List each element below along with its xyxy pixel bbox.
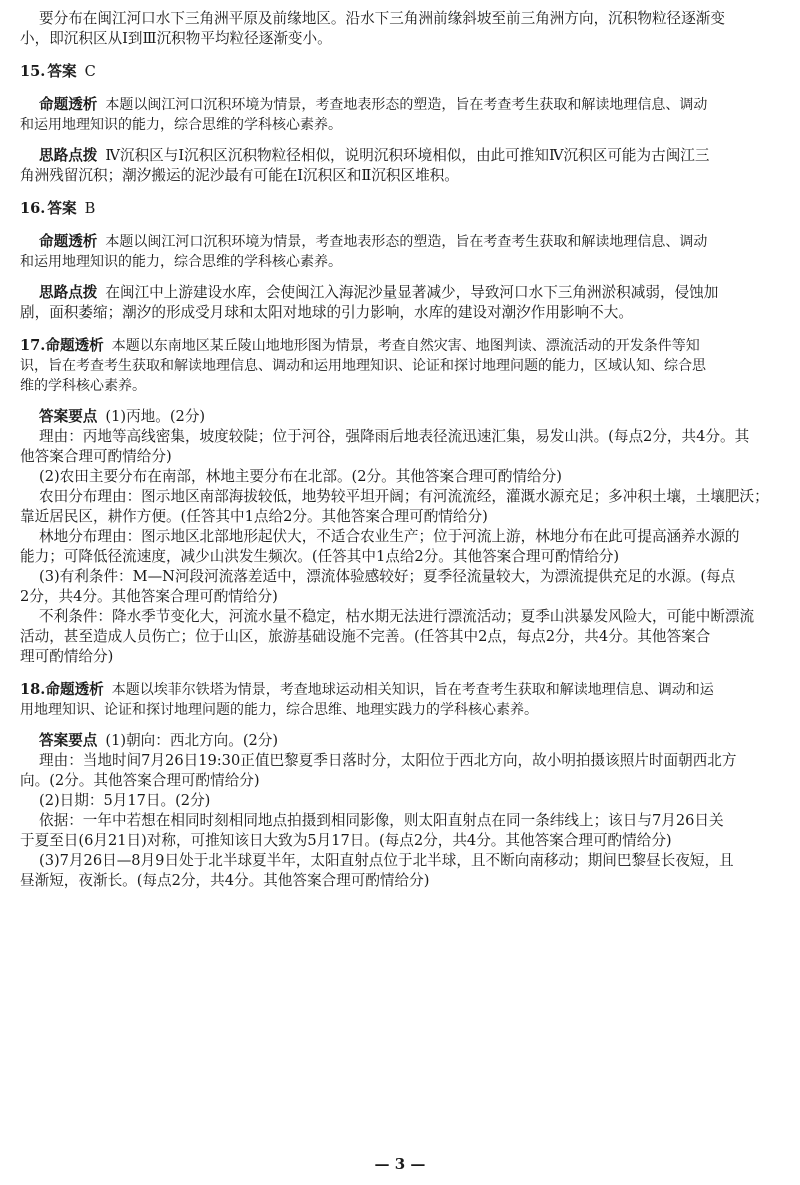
section-text: (1)丙地。(2分) bbox=[105, 408, 206, 425]
section-text: 本题以闽江河口沉积环境为情景，考查地表形态的塑造，旨在考查考生获取和解读地理信息、调动 bbox=[105, 234, 708, 250]
spacer bbox=[20, 667, 782, 680]
question-number: 17. bbox=[20, 337, 46, 354]
text-line: 林地分布理由：图示地区北部地形起伏大，不适合农业生产；位于河流上游，林地分布在此可提高涵养水源的 bbox=[39, 528, 740, 545]
text-line: 他答案合理可酌情给分) bbox=[20, 448, 172, 465]
question-header-line bbox=[20, 336, 782, 356]
spacer bbox=[20, 82, 782, 95]
answer-line bbox=[20, 199, 782, 219]
section-label: 思路点拨 bbox=[39, 147, 98, 164]
text-line: 昼渐短，夜渐长。(每点2分，共4分。其他答案合理可酌情给分) bbox=[20, 872, 430, 889]
text-line: 要分布在闽江河口水下三角洲平原及前缘地区。沿水下三角洲前缘斜坡至前三角洲方向，沉积物粒径逐渐变 bbox=[39, 10, 725, 27]
text-line: 靠近居民区，耕作方便。(任答其中1点给2分。其他答案合理可酌情给分) bbox=[20, 508, 488, 525]
question-number: 16. bbox=[20, 200, 46, 217]
section-text: (1)朝向：西北方向。(2分) bbox=[105, 732, 279, 749]
section-text: 本题以埃菲尔铁塔为情景，考查地球运动相关知识，旨在考查考生获取和解读地理信息、调动和运 bbox=[111, 682, 714, 698]
spacer bbox=[20, 135, 782, 146]
text-line: (3)有利条件：M—N河段河流落差适中，漂流体验感较好；夏季径流量较大，为漂流提供充足的水源。(每点 bbox=[39, 568, 736, 585]
text-line: 理可酌情给分) bbox=[20, 648, 114, 665]
answer-choice: B bbox=[84, 200, 96, 217]
section-label: 答案要点 bbox=[39, 732, 98, 749]
answer-key-content bbox=[20, 9, 782, 891]
question-number: 18. bbox=[20, 681, 46, 698]
text-line: 2分，共4分。其他答案合理可酌情给分) bbox=[20, 588, 278, 605]
section-line bbox=[20, 232, 782, 252]
text-line: 不利条件：降水季节变化大，河流水量不稳定，枯水期无法进行漂流活动；夏季山洪暴发风险大，可能中断漂流 bbox=[39, 608, 755, 625]
text-line: 于夏至日(6月21日)对称，可推知该日大致为5月17日。(每点2分，共4分。其他答案合理可酌情给分) bbox=[20, 832, 672, 849]
text-line: 向。(2分。其他答案合理可酌情给分) bbox=[20, 772, 260, 789]
answer-choice: C bbox=[84, 63, 96, 80]
section-line bbox=[20, 283, 782, 303]
section-label: 命题透析 bbox=[45, 681, 104, 698]
text-line: 和运用地理知识的能力，综合思维的学科核心素养。 bbox=[20, 117, 342, 133]
section-text: 本题以东南地区某丘陵山地地形图为情景，考查自然灾害、地图判读、漂流活动的开发条件等知 bbox=[111, 338, 700, 354]
section-line bbox=[20, 146, 782, 166]
section-line bbox=[20, 731, 782, 751]
text-line: 剧，面积萎缩；潮汐的形成受月球和太阳对地球的引力影响，水库的建设对潮汐作用影响不大。 bbox=[20, 304, 633, 321]
text-line: 维的学科核心素养。 bbox=[20, 378, 146, 394]
section-label: 命题透析 bbox=[39, 233, 98, 250]
text-line: 和运用地理知识的能力，综合思维的学科核心素养。 bbox=[20, 254, 342, 270]
page-number: — 3 — bbox=[374, 1155, 426, 1173]
text-line: 能力；可降低径流速度，减少山洪发生频次。(任答其中1点给2分。其他答案合理可酌情给分) bbox=[20, 548, 620, 565]
section-label: 答案要点 bbox=[39, 408, 98, 425]
text-line: 识，旨在考查考生获取和解读地理信息、调动和运用地理知识、论证和探讨地理问题的能力，区域认知、综合思 bbox=[20, 358, 706, 374]
spacer bbox=[20, 272, 782, 283]
spacer bbox=[20, 186, 782, 199]
spacer bbox=[20, 323, 782, 336]
section-text: 在闽江中上游建设水库，会使闽江入海泥沙量显著减少，导致河口水下三角洲淤积减弱，侵蚀加 bbox=[105, 284, 719, 301]
question-number: 15. bbox=[20, 63, 46, 80]
text-line: 角洲残留沉积；潮汐搬运的泥沙最有可能在Ⅰ沉积区和Ⅱ沉积区堆积。 bbox=[20, 167, 459, 184]
spacer bbox=[20, 720, 782, 731]
text-line: 用地理知识、论证和探讨地理问题的能力，综合思维、地理实践力的学科核心素养。 bbox=[20, 702, 538, 718]
text-line: 农田分布理由：图示地区南部海拔较低，地势较平坦开阔；有河流流经，灌溉水源充足；多冲积土壤，土壤肥沃； bbox=[39, 488, 769, 505]
section-label: 命题透析 bbox=[39, 96, 98, 113]
text-line: 理由：当地时间7月26日19:30正值巴黎夏季日落时分，太阳位于西北方向，故小明拍摄该照片时面朝西北方 bbox=[39, 752, 737, 769]
text-line: 理由：丙地等高线密集，坡度较陡；位于河谷，强降雨后地表径流迅速汇集，易发山洪。(每点2分，共4分。其 bbox=[39, 428, 750, 445]
section-label: 思路点拨 bbox=[39, 284, 98, 301]
text-line: 依据：一年中若想在相同时刻相同地点拍摄到相同影像，则太阳直射点在同一条纬线上；该日与7月26日关 bbox=[39, 812, 724, 829]
text-line: 活动，甚至造成人员伤亡；位于山区，旅游基础设施不完善。(任答其中2点，每点2分，共4分。其他答案合 bbox=[20, 628, 711, 645]
answer-line bbox=[20, 62, 782, 82]
section-label: 命题透析 bbox=[45, 337, 104, 354]
spacer bbox=[20, 219, 782, 232]
text-line: (2)日期：5月17日。(2分) bbox=[39, 792, 211, 809]
section-line bbox=[20, 407, 782, 427]
question-header-line bbox=[20, 680, 782, 700]
text-line: (2)农田主要分布在南部，林地主要分布在北部。(2分。其他答案合理可酌情给分) bbox=[39, 468, 562, 485]
section-text: 本题以闽江河口沉积环境为情景，考查地表形态的塑造，旨在考查考生获取和解读地理信息、调动 bbox=[105, 97, 708, 113]
text-line: 小，即沉积区从Ⅰ到Ⅲ沉积物平均粒径逐渐变小。 bbox=[20, 30, 332, 47]
section-text: Ⅳ沉积区与Ⅰ沉积区沉积物粒径相似，说明沉积环境相似，由此可推知Ⅳ沉积区可能为古闽江三 bbox=[105, 147, 710, 164]
section-line bbox=[20, 95, 782, 115]
text-line: (3)7月26日—8月9日处于北半球夏半年，太阳直射点位于北半球，且不断向南移动；期间巴黎昼长夜短，且 bbox=[39, 852, 734, 869]
answer-label: 答案 bbox=[47, 63, 77, 80]
spacer bbox=[20, 396, 782, 407]
answer-label: 答案 bbox=[47, 200, 77, 217]
spacer bbox=[20, 49, 782, 62]
